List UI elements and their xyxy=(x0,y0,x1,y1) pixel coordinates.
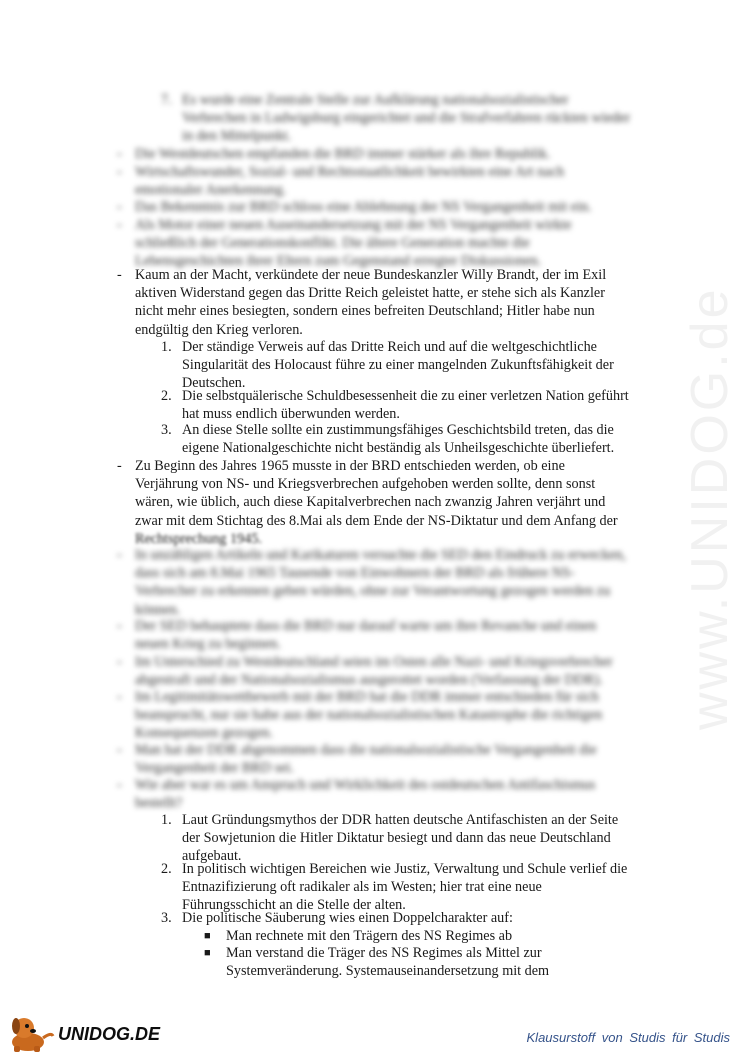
text-line: aufgebaut. xyxy=(182,848,242,865)
text-line: beansprucht, nur sie habe aus der nationalsozialistischen Katastrophe die richtigen xyxy=(135,707,603,724)
text-line: An diese Stelle sollte ein zustimmungsfähiges Geschichtsbild treten, das die xyxy=(182,422,614,438)
bullet-item xyxy=(135,617,596,653)
text-line: abgestraft und der Nationalsozialismus ausgerottet worden (Verfassung der DDR). xyxy=(135,672,603,689)
list-item xyxy=(182,811,618,866)
footer-tagline: Klausurstoff von Studis für Studis xyxy=(526,1030,730,1045)
text-line: Man verstand die Träger des NS Regimes als Mittel zur xyxy=(226,945,542,961)
sub-list-item xyxy=(226,944,549,980)
text-line: wären, wie üblich, auch diese Kapitalverbrechen nach zwanzig Jahren verjährt und xyxy=(135,494,606,511)
bullet-dash: - xyxy=(117,742,122,758)
text-line: Es wurde eine Zentrale Stelle zur Aufklärung nationalsozialistischer xyxy=(182,92,569,108)
text-line: Führungsschicht an die Stelle der alten. xyxy=(182,897,406,914)
text-line: Im Unterschied zu Westdeutschland seien im Osten alle Nazi- und Kriegsverbrecher xyxy=(135,654,613,670)
text-line: eigene Nationalgeschichte nicht beständig als Unheilsgeschichte überliefert. xyxy=(182,440,615,457)
bullet-item xyxy=(135,163,564,199)
list-number: 2. xyxy=(161,861,172,877)
list-item xyxy=(182,91,630,146)
square-bullet-icon: ■ xyxy=(204,930,211,942)
logo-text: UNIDOG.DE xyxy=(58,1024,161,1044)
list-item xyxy=(182,421,614,457)
text-line: nicht mehr eines besiegten, sondern eines befreiten Deutschland; Hitler habe nun xyxy=(135,303,595,320)
text-line: Laut Gründungsmythos der DDR hatten deutsche Antifaschisten an der Seite xyxy=(182,812,619,828)
bullet-dash: - xyxy=(117,689,122,705)
list-number: 2. xyxy=(161,388,172,404)
text-line: schließlich der Generationskonflikt. Die ältere Generation machte die xyxy=(135,235,530,252)
bullet-item xyxy=(135,216,571,271)
text-line: Im Legitimitätswettbewerb mit der BRD hat die DDR immer entschieden für sich xyxy=(135,689,599,705)
watermark: www.UNIDOG.de xyxy=(681,286,739,730)
text-line: Wie aber war es um Anspruch und Wirklichkeit des ostdeutschen Antifaschismus xyxy=(135,777,596,793)
square-bullet-icon: ■ xyxy=(204,947,211,959)
text-line: Vergangenheit der BRD sei. xyxy=(135,760,294,777)
text-line: Die selbstquälerische Schuldbesessenheit die zu einer verletzen Nation geführt xyxy=(182,388,629,404)
text-line: Der ständige Verweis auf das Dritte Reich und auf die weltgeschichtliche xyxy=(182,339,597,355)
text-line: Das Bekenntnis zur BRD schloss eine Ablehnung der NS Vergangenheit mit ein. xyxy=(135,199,592,215)
bullet-dash: - xyxy=(117,777,122,793)
bullet-item xyxy=(135,145,550,163)
text-line: Als Motor einer neuen Auseinandersetzung mit der NS Vergangenheit wirkte xyxy=(135,217,572,233)
list-number: 7. xyxy=(161,92,172,108)
text-line: Verbrechen in Ludwigsburg eingerichtet und die Strafverfahren rückten wieder xyxy=(182,110,631,127)
paragraph-verjaehrung xyxy=(135,457,618,548)
text-line: in den Mittelpunkt. xyxy=(182,128,292,145)
text-line: Kaum an der Macht, verkündete der neue Bundeskanzler Willy Brandt, der im Exil xyxy=(135,267,607,283)
bullet-item xyxy=(135,741,597,777)
dog-mascot-icon xyxy=(0,1008,60,1056)
list-item xyxy=(182,387,629,423)
text-line: bestellt? xyxy=(135,795,183,812)
bullet-dash: - xyxy=(117,654,122,670)
text-line: Verjährung von NS- und Kriegsverbrechen aufgehoben werden sollte, denn sonst xyxy=(135,476,596,493)
text-line: der Sowjetunion die Hitler Diktatur besiegt und dann das neue Deutschland xyxy=(182,830,611,847)
bullet-item xyxy=(135,198,592,216)
text-line: aktiven Widerstand gegen das Dritte Reich geleistet hatte, er stehe sich als Kanzler xyxy=(135,285,605,302)
text-line: Zu Beginn des Jahres 1965 musste in der BRD entschieden werden, ob eine xyxy=(135,458,565,474)
bullet-dash: - xyxy=(117,146,122,162)
bullet-dash: - xyxy=(117,618,122,634)
sub-list-item xyxy=(226,927,512,945)
text-line: Die Westdeutschen empfanden die BRD immer stärker als ihre Republik. xyxy=(135,146,551,162)
list-number: 3. xyxy=(161,910,172,926)
text-line: Singularität des Holocaust führe zu einer mangelnden Zukunftsfähigkeit der xyxy=(182,357,614,374)
text-line: zwar mit dem Stichtag des 8.Mai als dem Ende der NS-Diktatur und dem Anfang der xyxy=(135,512,618,529)
text-line: Deutschen. xyxy=(182,375,246,392)
text-line: hat muss endlich überwunden werden. xyxy=(182,406,400,423)
text-line: Man hat der DDR abgenommen dass die nationalsozialistische Vergangenheit die xyxy=(135,742,597,758)
text-line: Entnazifizierung oft radikaler als im Westen; hier trat eine neue xyxy=(182,879,542,896)
text-line: Die politische Säuberung wies einen Doppelcharakter auf: xyxy=(182,910,513,926)
bullet-item xyxy=(135,688,602,743)
bullet-dash: - xyxy=(117,164,122,180)
text-line: Verbrecher zu erkennen geben würden, ohne zur Verantwortung gezogen werden zu xyxy=(135,583,611,600)
text-line: emotionaler Anerkennung. xyxy=(135,182,287,199)
paragraph-brandt xyxy=(135,266,606,339)
text-line: In politisch wichtigen Bereichen wie Justiz, Verwaltung und Schule verlief die xyxy=(182,861,628,877)
text-line: können. xyxy=(135,601,181,618)
text-line: Man rechnete mit den Trägern des NS Regimes ab xyxy=(226,928,513,944)
text-line: neuen Krieg zu beginnen. xyxy=(135,636,281,653)
text-line: Wirtschaftswunder, Sozial- und Rechtsstaatlichkeit bewirkten eine Art nach xyxy=(135,164,565,180)
bullet-dash: - xyxy=(117,458,122,474)
bullet-dash: - xyxy=(117,217,122,233)
text-line: dass sich am 8.Mai 1965 Tausende von Einwohnern der BRD als frühere NS- xyxy=(135,565,575,582)
list-item xyxy=(182,338,614,393)
bullet-dash: - xyxy=(117,199,122,215)
bullet-item xyxy=(135,546,626,619)
unidog-logo[interactable] xyxy=(0,1008,160,1056)
text-line: Der SED behauptete dass die BRD nur darauf warte um ihre Revanche und einen xyxy=(135,618,597,634)
text-line: In unzähligen Artikeln und Karikaturen versuchte die SED den Eindruck zu erwecken, xyxy=(135,547,626,563)
bullet-dash: - xyxy=(117,547,122,563)
list-item xyxy=(182,860,627,915)
list-item xyxy=(182,909,513,927)
text-line: Konsequenzen gezogen. xyxy=(135,725,273,742)
bullet-item xyxy=(135,653,613,689)
text-line: endgültig den Krieg verloren. xyxy=(135,321,303,338)
bullet-item xyxy=(135,776,595,812)
list-number: 1. xyxy=(161,812,172,828)
list-number: 1. xyxy=(161,339,172,355)
list-number: 3. xyxy=(161,422,172,438)
bullet-dash: - xyxy=(117,267,122,283)
text-line: Rechtsprechung 1945. xyxy=(135,530,262,547)
text-line: Lebensgeschichten ihrer Eltern zum Gegenstand erregter Diskussionen. xyxy=(135,253,542,270)
text-line: Systemveränderung. Systemauseinandersetzung mit dem xyxy=(226,963,550,980)
